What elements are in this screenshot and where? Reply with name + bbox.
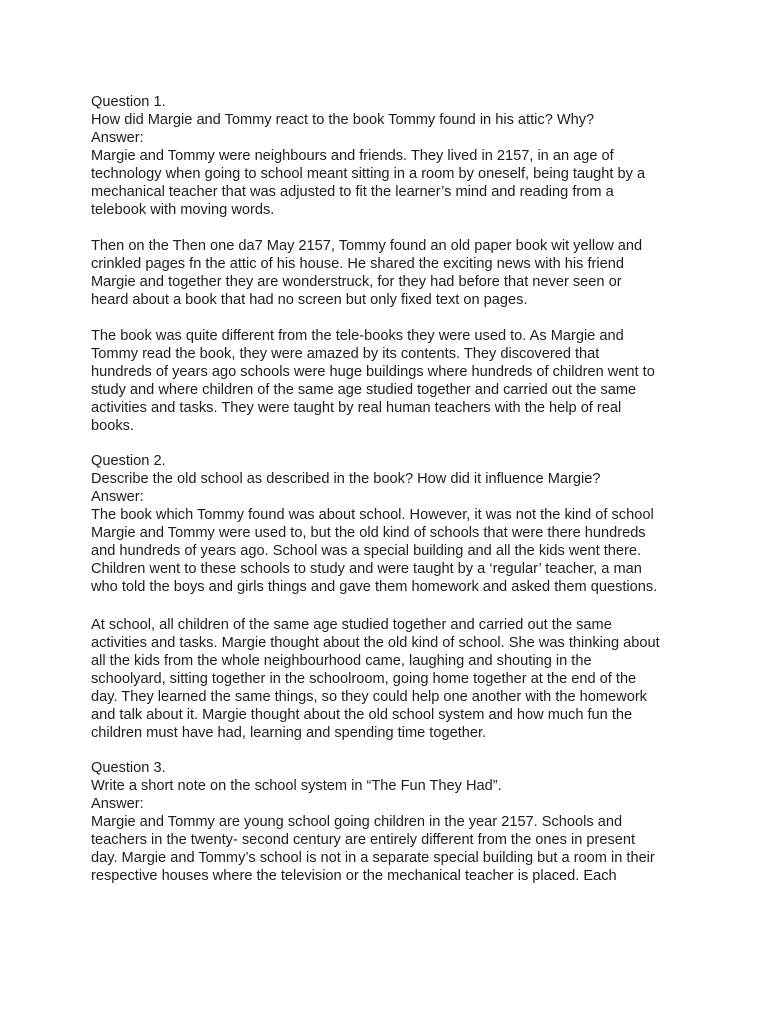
question-2-answer-paragraph-2: [91, 616, 691, 742]
paragraph-line: mechanical teacher that was adjusted to fit the learner’s mind and reading from a: [91, 184, 614, 200]
paragraph-line: heard about a book that had no screen but only fixed text on pages.: [91, 292, 528, 308]
question-1-answer-paragraph-3: [91, 327, 691, 435]
paragraph-line: and hundreds of years ago. School was a special building and all the kids went there.: [91, 543, 642, 559]
paragraph-line: who told the boys and girls things and gave them homework and asked them questions.: [91, 579, 658, 595]
paragraph-line: The book was quite different from the tele-books they were used to. As Margie and: [91, 328, 624, 344]
paragraph-line: At school, all children of the same age studied together and carried out the same: [91, 617, 612, 633]
question-2-section: [91, 452, 691, 742]
paragraph-line: telebook with moving words.: [91, 202, 275, 218]
paragraph-line: technology when going to school meant sitting in a room by oneself, being taught by a: [91, 166, 646, 182]
paragraph-line: hundreds of years ago schools were huge buildings where hundreds of children went to: [91, 364, 655, 380]
paragraph-line: books.: [91, 418, 134, 434]
paragraph-line: children must have had, learning and spending time together.: [91, 725, 487, 741]
question-2-text: Describe the old school as described in the book? How did it influence Margie?: [91, 471, 601, 487]
paragraph-line: all the kids from the whole neighbourhood came, laughing and shouting in the: [91, 653, 592, 669]
question-1-answer-label: Answer:: [91, 130, 144, 146]
paragraph-line: Margie and Tommy were neighbours and friends. They lived in 2157, in an age of: [91, 148, 614, 164]
paragraph-line: Margie and Tommy are young school going children in the year 2157. Schools and: [91, 814, 623, 830]
paragraph-line: The book which Tommy found was about school. However, it was not the kind of school: [91, 507, 654, 523]
paragraph-line: teachers in the twenty- second century are entirely different from the ones in present: [91, 832, 636, 848]
paragraph-line: Margie and together they are wonderstruck, for they had before that never seen or: [91, 274, 622, 290]
question-1-text: How did Margie and Tommy react to the book Tommy found in his attic? Why?: [91, 112, 595, 128]
paragraph-line: Children went to these schools to study and were taught by a ‘regular’ teacher, a man: [91, 561, 642, 577]
question-1-heading: Question 1.: [91, 94, 166, 110]
question-1-section: [91, 93, 691, 435]
paragraph-line: activities and tasks. They were taught by real human teachers with the help of real: [91, 400, 622, 416]
paragraph-line: day. Margie and Tommy’s school is not in a separate special building but a room in their: [91, 850, 655, 866]
question-3-answer-paragraph-1: [91, 813, 691, 885]
paragraph-line: crinkled pages fn the attic of his house. He shared the exciting news with his friend: [91, 256, 624, 272]
question-1-answer-paragraph-1: [91, 147, 691, 219]
question-1-answer-paragraph-2: [91, 237, 691, 309]
question-2-answer-label: Answer:: [91, 489, 144, 505]
paragraph-line: Then on the Then one da7 May 2157, Tommy found an old paper book wit yellow and: [91, 238, 643, 254]
paragraph-line: and talk about it. Margie thought about the old school system and how much fun the: [91, 707, 633, 723]
question-2-answer-paragraph-1: [91, 506, 691, 596]
paragraph-line: activities and tasks. Margie thought about the old kind of school. She was thinking about: [91, 635, 660, 651]
question-3-text: Write a short note on the school system in “The Fun They Had”.: [91, 778, 502, 794]
question-3-heading: Question 3.: [91, 760, 166, 776]
paragraph-line: Tommy read the book, they were amazed by its contents. They discovered that: [91, 346, 600, 362]
question-2-heading: Question 2.: [91, 453, 166, 469]
question-3-answer-label: Answer:: [91, 796, 144, 812]
paragraph-line: day. They learned the same things, so they could help one another with the homework: [91, 689, 647, 705]
paragraph-line: Margie and Tommy were used to, but the old kind of schools that were there hundreds: [91, 525, 646, 541]
paragraph-line: respective houses where the television or the mechanical teacher is placed. Each: [91, 868, 617, 884]
document-page: [91, 93, 691, 885]
paragraph-line: schoolyard, sitting together in the schoolroom, going home together at the end of the: [91, 671, 637, 687]
question-3-section: [91, 759, 691, 885]
paragraph-line: study and where children of the same age studied together and carried out the same: [91, 382, 637, 398]
